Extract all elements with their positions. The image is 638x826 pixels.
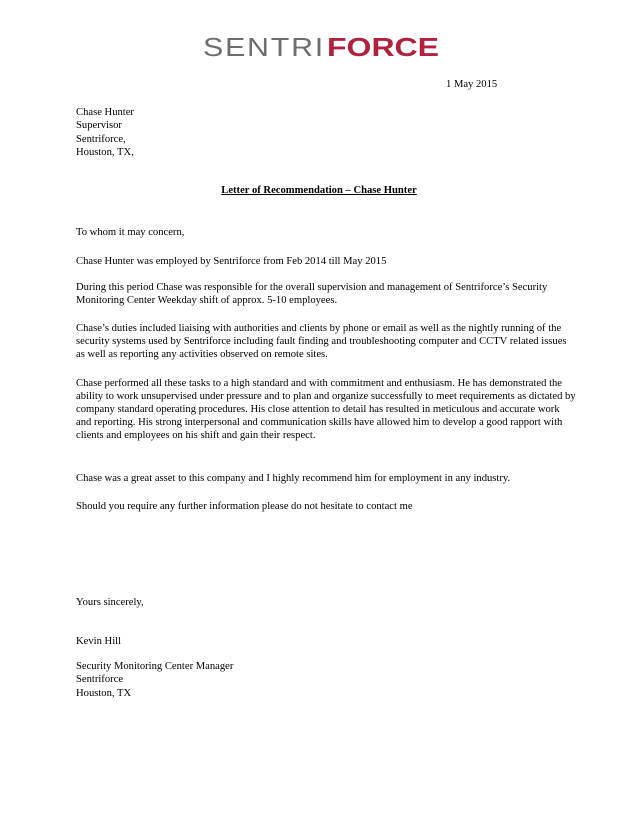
duties-text: Chase’s duties included liaising with authorities and clients by phone or email as well as the nightly running of the security systems used by Sentriforce including fault finding and troubleshooting computer and CCTV related issues as well as reporting any activities observed on remote sites.: [76, 323, 567, 360]
recipient-name: Chase Hunter: [76, 107, 134, 118]
company-logo: [203, 34, 439, 60]
logo-text-grey: SENTRI: [203, 34, 325, 60]
recipient-title: Supervisor: [76, 120, 122, 132]
contact-paragraph: [76, 500, 576, 513]
performance-paragraph: [76, 377, 576, 442]
signatory-location: Houston, TX: [76, 687, 132, 699]
responsibility-text: During this period Chase was responsible for the overall supervision and management of Sentriforce’s Security Monitoring Center Weekday shift of approx. 5-10 employees.: [76, 282, 548, 306]
recipient-company: Sentriforce,: [76, 133, 126, 145]
contact-text: Should you require any further information please do not hesitate to contact me: [76, 501, 413, 512]
signatory-company: Sentriforce: [76, 674, 124, 686]
closing: [76, 596, 576, 609]
letter-date: 1 May 2015: [446, 79, 498, 90]
signatory-name: Kevin Hill: [76, 636, 122, 647]
recommendation-text: Chase was a great asset to this company and I highly recommend him for employment in any industry.: [76, 473, 511, 484]
recipient-location: Houston, TX,: [76, 146, 134, 158]
duties-paragraph: [76, 322, 576, 361]
greeting-paragraph: [76, 226, 576, 239]
letter-subject: [0, 184, 638, 197]
svg-text:SENTRI: [203, 34, 325, 60]
responsibility-paragraph: [76, 281, 576, 307]
recommendation-paragraph: [76, 472, 576, 485]
employment-paragraph: [76, 255, 576, 268]
signatory-title: Security Monitoring Center Manager: [76, 661, 234, 672]
performance-text: Chase performed all these tasks to a high standard and with commitment and enthusiasm. He has demonstrated the ability to work unsupervised under pressure and to plan and organize successfully to meet requirements as dictated by company standard operating procedures. His close attention to detail has resulted in meticulous and accurate work and reporting. His strong interpersonal and communication skills have allowed him to develop a good rapport with clients and employees on his shift and gain their respect.: [76, 378, 576, 441]
sentriforce-logo-graphic: [203, 34, 439, 60]
signature-name-block: [76, 635, 576, 648]
signature-details: [76, 660, 576, 700]
subject-text: Letter of Recommendation – Chase Hunter: [221, 185, 417, 196]
employment-text: Chase Hunter was employed by Sentriforce from Feb 2014 till May 2015: [76, 256, 387, 267]
svg-text:FORCE: [327, 34, 439, 60]
closing-text: Yours sincerely,: [76, 597, 144, 608]
greeting-text: To whom it may concern,: [76, 227, 185, 238]
logo-text-red: FORCE: [327, 34, 439, 60]
recipient-address: [76, 106, 134, 159]
